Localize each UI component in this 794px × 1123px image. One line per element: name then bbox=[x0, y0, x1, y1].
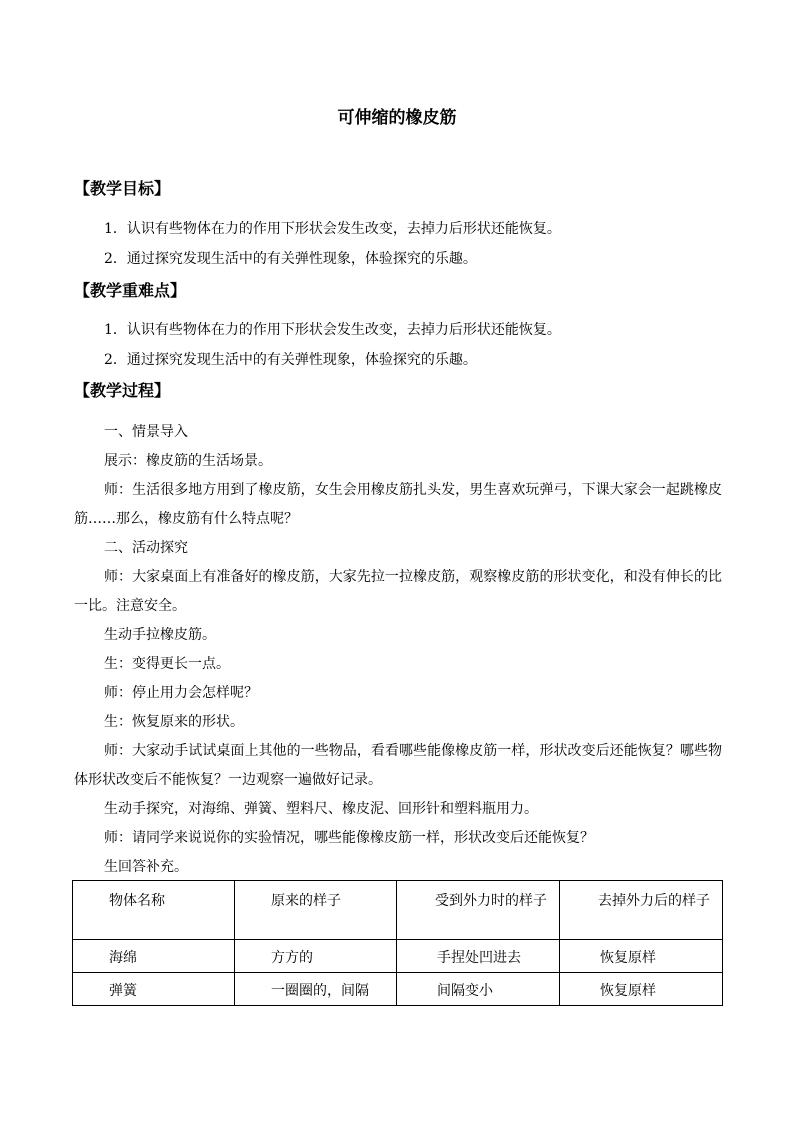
process-paragraph-11: 生动手探究，对海绵、弹簧、塑料尺、橡皮泥、回形针和塑料瓶用力。 bbox=[104, 801, 538, 817]
section-heading-goals: 【教学目标】 bbox=[74, 179, 171, 198]
cell-under-force: 手捏处凹进去 bbox=[437, 950, 521, 966]
cell-original-shape: 方方的 bbox=[271, 950, 313, 966]
goal-item-1: 1．认识有些物体在力的作用下形状会发生改变，去掉力后形状还能恢复。 bbox=[104, 221, 561, 237]
cell-under-force: 间隔变小 bbox=[437, 983, 493, 999]
section-heading-process: 【教学过程】 bbox=[74, 381, 171, 400]
process-paragraph-9: 生：恢复原来的形状。 bbox=[104, 714, 244, 730]
process-paragraph-8: 师：停止用力会怎样呢？ bbox=[104, 685, 258, 701]
table-cell bbox=[73, 940, 235, 973]
keypoint-item-1: 1．认识有些物体在力的作用下形状会发生改变，去掉力后形状还能恢复。 bbox=[104, 322, 561, 338]
header-after-force-removed: 去掉外力后的样子 bbox=[598, 893, 710, 909]
table-cell bbox=[397, 973, 560, 1006]
table-header-cell bbox=[560, 881, 723, 940]
process-paragraph-13: 生回答补充。 bbox=[104, 859, 188, 875]
table-header-cell bbox=[235, 881, 397, 940]
process-paragraph-10: 师：大家动手试试桌面上其他的一些物品，看看哪些能像橡皮筋一样，形状改变后还能恢复？哪些物体形状改变后不能恢复？一边观察一遍做好记录。 bbox=[74, 743, 722, 788]
table-cell bbox=[235, 973, 397, 1006]
cell-object-name: 海绵 bbox=[109, 950, 137, 966]
cell-object-name: 弹簧 bbox=[109, 983, 137, 999]
table-cell bbox=[560, 940, 723, 973]
table-row bbox=[73, 940, 723, 973]
header-under-force: 受到外力时的样子 bbox=[435, 893, 547, 909]
document-title: 可伸缩的橡皮筋 bbox=[337, 108, 457, 128]
table-header-row bbox=[73, 881, 723, 940]
table-cell bbox=[560, 973, 723, 1006]
table-cell bbox=[397, 940, 560, 973]
process-paragraph-4: 二、活动探究 bbox=[104, 540, 188, 556]
goal-item-2: 2．通过探究发现生活中的有关弹性现象，体验探究的乐趣。 bbox=[104, 251, 477, 267]
process-paragraph-1: 一、情景导入 bbox=[104, 424, 188, 440]
section-heading-keypoints: 【教学重难点】 bbox=[74, 281, 187, 300]
process-paragraph-3: 师：生活很多地方用到了橡皮筋，女生会用橡皮筋扎头发，男生喜欢玩弹弓，下课大家会一起跳橡皮筋……那么，橡皮筋有什么特点呢？ bbox=[74, 482, 722, 527]
observation-table bbox=[72, 880, 723, 1006]
table-header-cell bbox=[73, 881, 235, 940]
cell-after-force-removed: 恢复原样 bbox=[600, 950, 656, 966]
cell-after-force-removed: 恢复原样 bbox=[600, 983, 656, 999]
table-row bbox=[73, 973, 723, 1006]
process-paragraph-12: 师：请同学来说说你的实验情况，哪些能像橡皮筋一样，形状改变后还能恢复？ bbox=[104, 830, 594, 846]
process-paragraph-5: 师：大家桌面上有准备好的橡皮筋，大家先拉一拉橡皮筋，观察橡皮筋的形状变化，和没有伸长的比一比。注意安全。 bbox=[74, 569, 722, 614]
table-cell bbox=[73, 973, 235, 1006]
header-original-shape: 原来的样子 bbox=[271, 893, 341, 909]
process-paragraph-7: 生：变得更长一点。 bbox=[104, 656, 230, 672]
cell-original-shape: 一圈圈的，间隔 bbox=[271, 983, 369, 999]
keypoint-item-2: 2．通过探究发现生活中的有关弹性现象，体验探究的乐趣。 bbox=[104, 352, 477, 368]
header-object-name: 物体名称 bbox=[109, 893, 165, 909]
table-cell bbox=[235, 940, 397, 973]
table-header-cell bbox=[397, 881, 560, 940]
process-paragraph-6: 生动手拉橡皮筋。 bbox=[104, 627, 216, 643]
process-paragraph-2: 展示：橡皮筋的生活场景。 bbox=[104, 453, 272, 469]
